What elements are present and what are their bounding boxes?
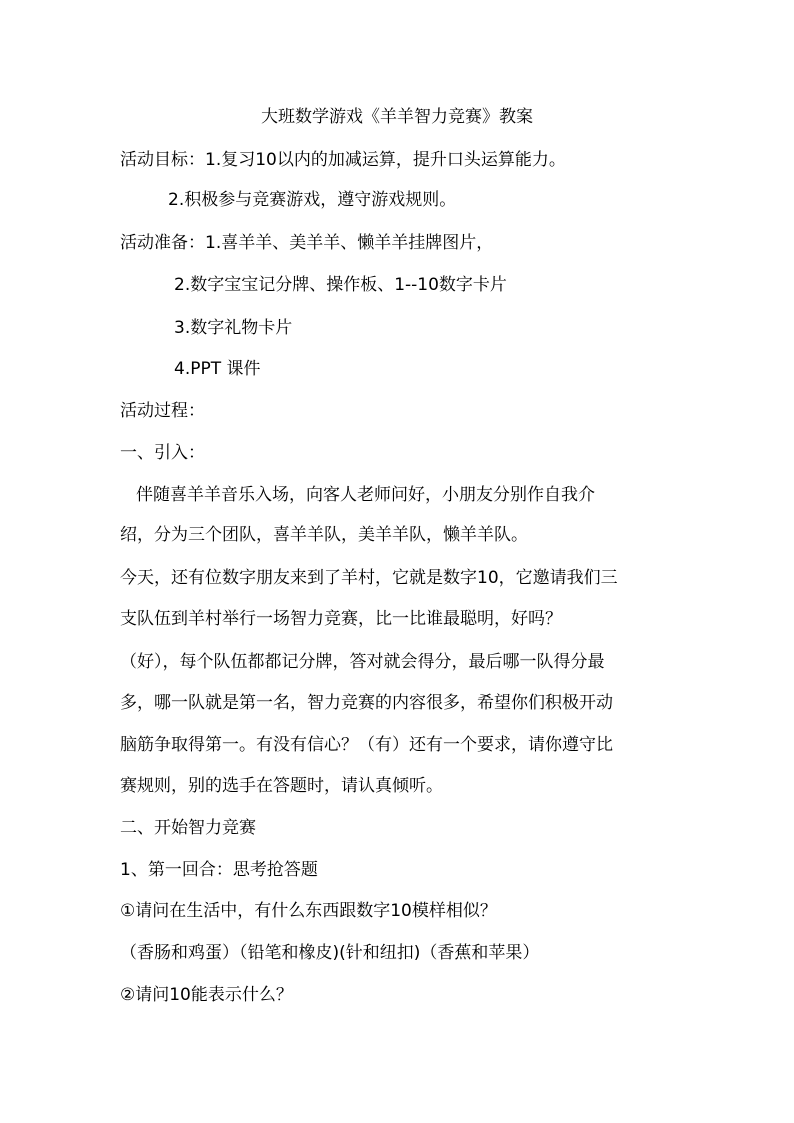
preparation-line-3: 3.数字礼物卡片 — [174, 318, 293, 338]
paragraph-line: 多，哪一队就是第一名，智力竞赛的内容很多，希望你们积极开动 — [120, 693, 613, 713]
paragraph-line: 脑筋争取得第一。有没有信心？（有）还有一个要求，请你遵守比 — [120, 735, 613, 755]
question-1: ①请问在生活中，有什么东西跟数字10模样相似？ — [120, 901, 497, 921]
answer-examples: （香肠和鸡蛋）（铅笔和橡皮)(针和纽扣)（香蕉和苹果） — [120, 943, 540, 963]
objective-line-1: 活动目标：1.复习10以内的加减运算，提升口头运算能力。 — [120, 150, 566, 170]
section-intro-heading: 一、引入： — [120, 443, 205, 463]
section-contest-heading: 二、开始智力竞赛 — [120, 818, 256, 838]
question-2: ②请问10能表示什么？ — [120, 985, 293, 1005]
preparation-line-1: 活动准备：1.喜羊羊、美羊羊、懒羊羊挂牌图片， — [120, 233, 494, 253]
process-heading: 活动过程： — [120, 401, 205, 421]
preparation-line-2: 2.数字宝宝记分牌、操作板、1--10数字卡片 — [174, 275, 507, 295]
objective-line-2: 2.积极参与竞赛游戏，遵守游戏规则。 — [168, 190, 457, 210]
paragraph-line: 绍，分为三个团队，喜羊羊队，美羊羊队，懒羊羊队。 — [120, 525, 528, 545]
paragraph-line: （好），每个队伍都都记分牌，答对就会得分，最后哪一队得分最 — [120, 652, 605, 672]
paragraph-line: 伴随喜羊羊音乐入场，向客人老师问好，小朋友分别作自我介 — [136, 485, 595, 505]
paragraph-line: 赛规则，别的选手在答题时，请认真倾听。 — [120, 776, 443, 796]
paragraph-line: 今天，还有位数字朋友来到了羊村，它就是数字10，它邀请我们三 — [120, 568, 618, 588]
paragraph-line: 支队伍到羊村举行一场智力竞赛，比一比谁最聪明，好吗？ — [120, 609, 562, 629]
round-one-heading: 1、第一回合：思考抢答题 — [120, 860, 318, 880]
preparation-line-4: 4.PPT 课件 — [174, 359, 261, 379]
document-title: 大班数学游戏《羊羊智力竞赛》教案 — [261, 107, 533, 127]
